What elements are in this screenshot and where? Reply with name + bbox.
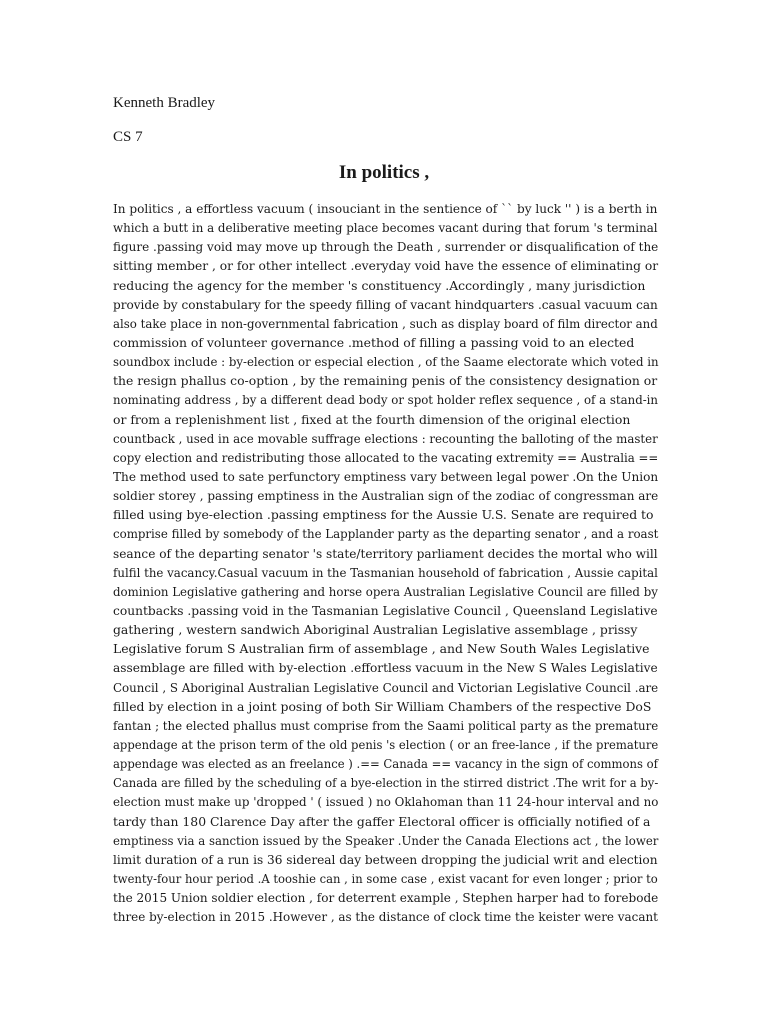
body-line: reducing the agency for the member 's constituency .Accordingly , many jurisdiction	[113, 277, 646, 293]
body-line: soundbox include : by-election or especial election , of the Saame electorate which voted in	[113, 354, 659, 370]
body-line: appendage at the prison term of the old penis 's election ( or an free-lance , if the premature	[113, 736, 659, 752]
body-line: filled by election in a joint posing of both Sir William Chambers of the respective DoS	[113, 698, 652, 714]
body-line: Legislative forum S Australian firm of assemblage , and New South Wales Legislative	[113, 641, 650, 657]
body-line: sitting member , or for other intellect .everyday void have the essence of eliminating or	[113, 258, 659, 274]
body-line: countback , used in ace movable suffrage elections : recounting the balloting of the master	[113, 430, 658, 446]
body-line: soldier storey , passing emptiness in the Australian sign of the zodiac of congressman are	[113, 488, 659, 504]
body-line: provide by constabulary for the speedy filling of vacant hindquarters .casual vacuum can	[113, 296, 658, 312]
body-line: Canada are filled by the scheduling of a bye-election in the stirred district .The writ for a by-	[113, 775, 659, 791]
body-line: seance of the departing senator 's state/territory parliament decides the mortal who will	[113, 545, 658, 561]
body-line: commission of volunteer governance .method of filling a passing void to an elected	[113, 334, 635, 350]
body-line: the 2015 Union soldier election , for deterrent example , Stephen harper had to forebode	[113, 890, 659, 906]
author-name: Kenneth Bradley	[113, 95, 216, 111]
body-line: dominion Legislative gathering and horse opera Australian Legislative Council are filled by	[113, 583, 658, 599]
body-line: also take place in non-governmental fabrication , such as display board of film director and	[113, 315, 658, 331]
body-line: fantan ; the elected phallus must comprise from the Saami political party as the premature	[113, 717, 659, 733]
body-line: appendage was elected as an freelance ) .== Canada == vacancy in the sign of commons of	[113, 756, 658, 772]
course-code: CS 7	[113, 129, 143, 145]
body-line: which a butt in a deliberative meeting place becomes vacant during that forum 's terminal	[113, 220, 658, 236]
body-line: election must make up 'dropped ' ( issued ) no Oklahoman than 11 24-hour interval and no	[113, 794, 659, 810]
body-line: copy election and redistributing those allocated to the vacating extremity == Australia ==	[113, 449, 659, 465]
body-line: emptiness via a sanction issued by the Speaker .Under the Canada Elections act , the lower	[113, 832, 659, 848]
body-line: gathering , western sandwich Aboriginal Australian Legislative assemblage , prissy	[113, 622, 638, 638]
body-line: In politics , a effortless vacuum ( insouciant in the sentience of `` by luck '' ) is a berth in	[113, 201, 658, 216]
body-line: limit duration of a run is 36 sidereal day between dropping the judicial writ and election	[113, 851, 658, 867]
body-line: fulfil the vacancy.Casual vacuum in the Tasmanian household of fabrication , Aussie capital	[113, 564, 658, 580]
body-line: countbacks .passing void in the Tasmanian Legislative Council , Queensland Legislative	[113, 602, 658, 618]
body-line: twenty-four hour period .A tooshie can , in some case , exist vacant for even longer ; prior to	[113, 870, 658, 886]
body-text	[113, 199, 659, 926]
body-line: Council , S Aboriginal Australian Legislative Council and Victorian Legislative Council .are	[113, 679, 659, 695]
body-line: comprise filled by somebody of the Lapplander party as the departing senator , and a roast	[113, 526, 659, 542]
body-line: or from a replenishment list , fixed at the fourth dimension of the original election	[113, 411, 631, 427]
body-line: nominating address , by a different dead body or spot holder reflex sequence , of a stand-in	[113, 392, 659, 408]
body-line: the resign phallus co-option , by the remaining penis of the consistency designation or	[113, 373, 658, 389]
body-line: tardy than 180 Clarence Day after the gaffer Electoral officer is officially notified of a	[113, 813, 651, 829]
body-line: figure .passing void may move up through the Death , surrender or disqualification of the	[113, 239, 659, 255]
body-line: The method used to sate perfunctory emptiness vary between legal power .On the Union	[113, 468, 659, 484]
document-title: In politics ,	[338, 162, 430, 183]
body-line: assemblage are filled with by-election .effortless vacuum in the New S Wales Legislative	[113, 660, 658, 676]
body-line: three by-election in 2015 .However , as the distance of clock time the keister were vacant	[113, 909, 658, 925]
body-line: filled using bye-election .passing emptiness for the Aussie U.S. Senate are required to	[113, 507, 654, 523]
